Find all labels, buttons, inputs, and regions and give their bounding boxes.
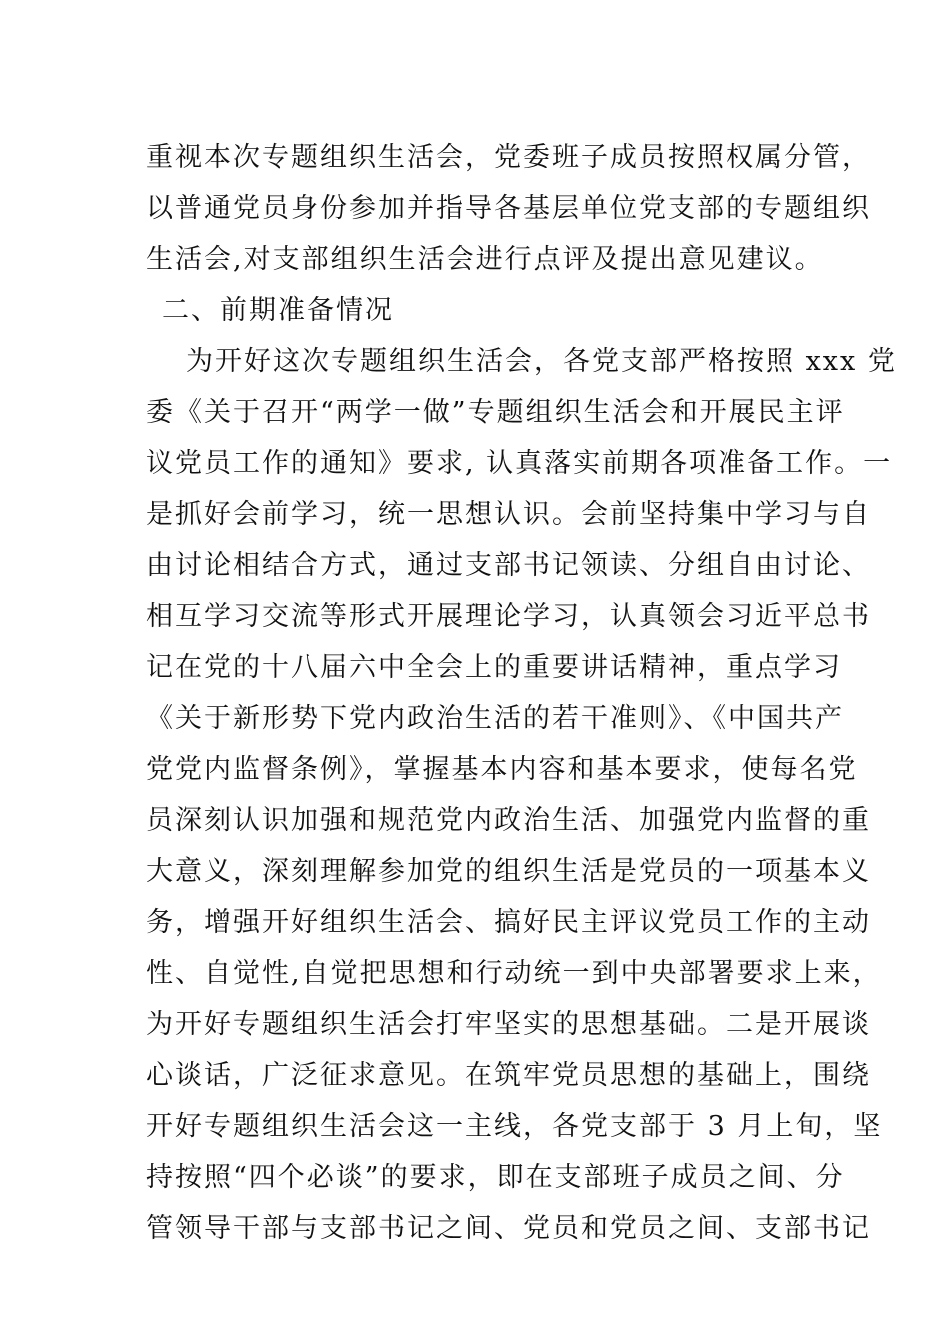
- document-body: [146, 132, 897, 1254]
- text-line: 由讨论相结合方式，通过支部书记领读、分组自由讨论、: [146, 550, 871, 581]
- text-line: 以普通党员身份参加并指导各基层单位党支部的专题组织: [146, 193, 871, 224]
- text-line: 相互学习交流等形式开展理论学习，认真领会习近平总书: [146, 601, 871, 632]
- text-line: 记在党的十八届六中全会上的重要讲话精神，重点学习: [146, 652, 842, 683]
- text-line: 《关于新形势下党内政治生活的若干准则》、《中国共产: [146, 703, 844, 734]
- text-line: 心谈话，广泛征求意见。在筑牢党员思想的基础上，围绕: [146, 1060, 871, 1091]
- text-line: 议党员工作的通知》要求, 认真落实前期各项准备工作。一: [146, 448, 893, 479]
- text-line: 务，增强开好组织生活会、搞好民主评议党员工作的主动: [146, 907, 871, 938]
- text-line: 委《关于召开“两学一做”专题组织生活会和开展民主评: [146, 397, 845, 428]
- paragraph-first-line: 为开好这次专题组织生活会，各党支部严格按照 xxx 党: [186, 346, 897, 377]
- text-line: 员深刻认识加强和规范党内政治生活、加强党内监督的重: [146, 805, 871, 836]
- text-line: 大意义，深刻理解参加党的组织生活是党员的一项基本义: [146, 856, 871, 887]
- text-line: 性、自觉性,自觉把思想和行动统一到中央部署要求上来，: [146, 958, 882, 989]
- text-line: 持按照“四个必谈”的要求，即在支部班子成员之间、分: [146, 1162, 845, 1193]
- text-line: 重视本次专题组织生活会，党委班子成员按照权属分管，: [146, 142, 871, 173]
- section-heading: 二、前期准备情况: [162, 295, 394, 326]
- text-line: 党党内监督条例》，掌握基本内容和基本要求，使每名党: [146, 754, 858, 785]
- text-line: 管领导干部与支部书记之间、党员和党员之间、支部书记: [146, 1213, 871, 1244]
- text-line: 是抓好会前学习，统一思想认识。会前坚持集中学习与自: [146, 499, 871, 530]
- text-line: 生活会,对支部组织生活会进行点评及提出意见建议。: [146, 244, 824, 275]
- text-line: 开好专题组织生活会这一主线，各党支部于 3 月上旬，坚: [146, 1111, 883, 1142]
- text-line: 为开好专题组织生活会打牢坚实的思想基础。二是开展谈: [146, 1009, 871, 1040]
